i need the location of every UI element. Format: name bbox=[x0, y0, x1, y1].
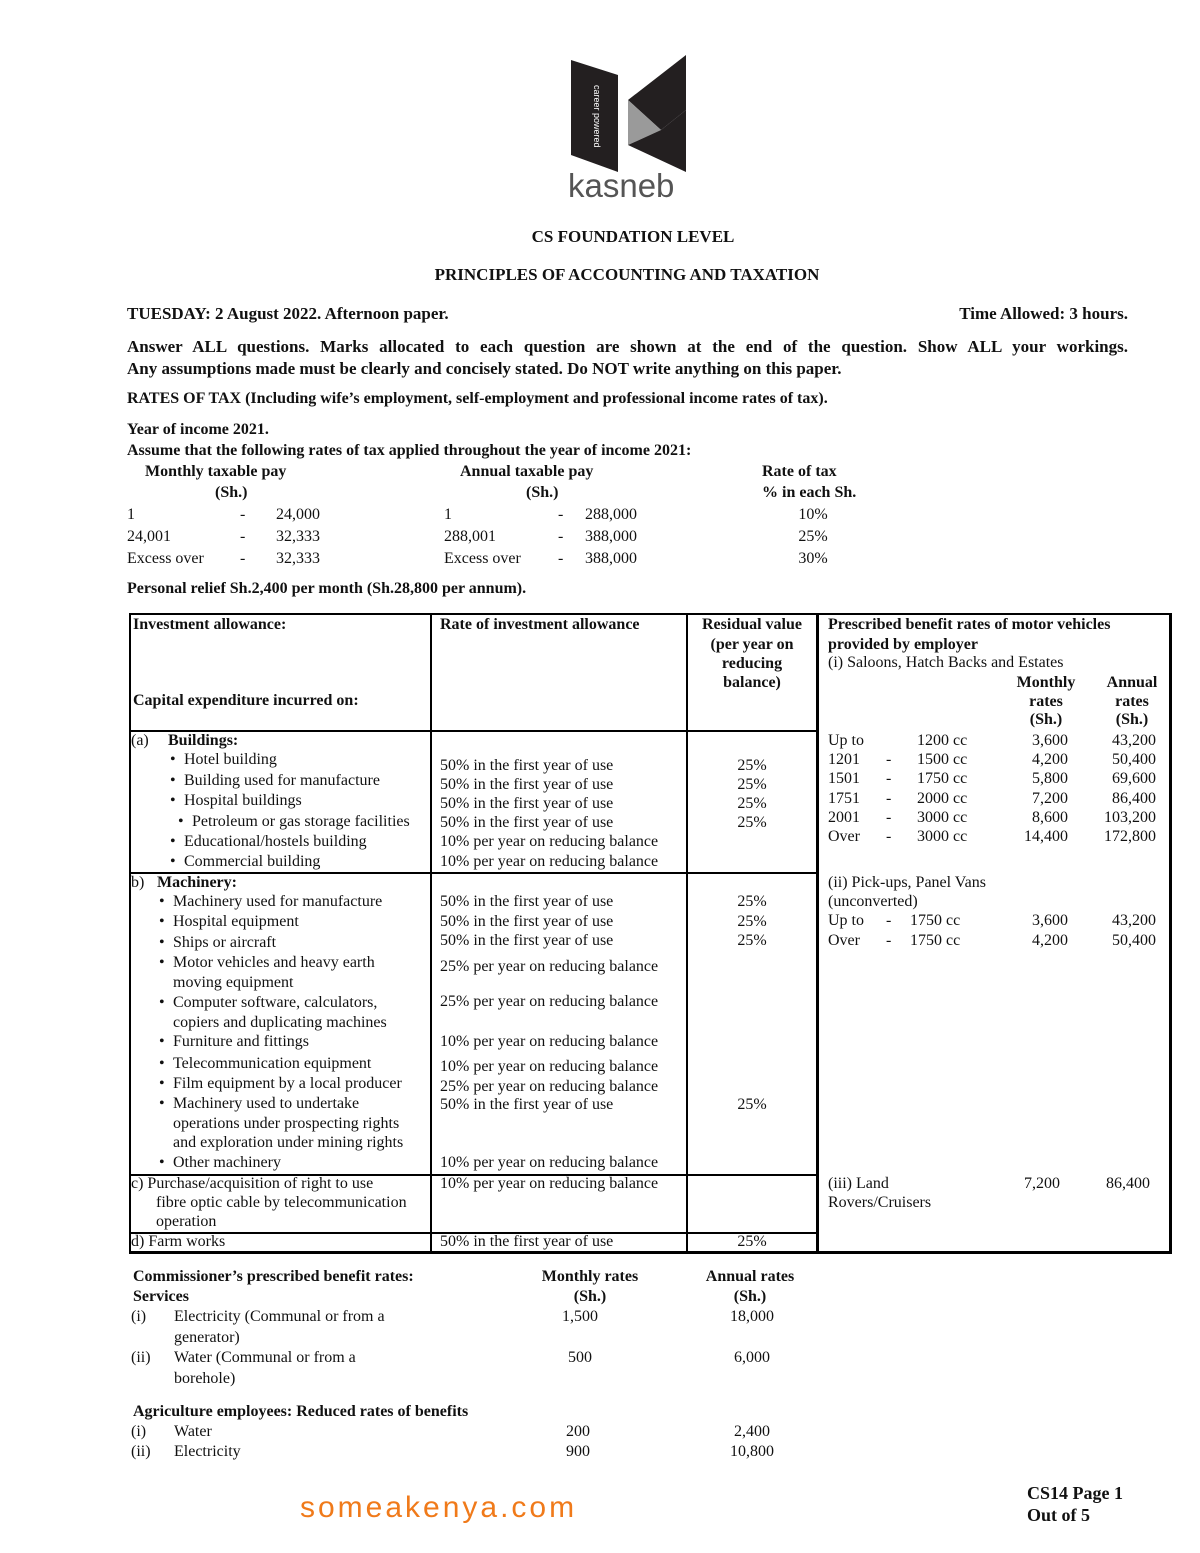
col-annual: Annual taxable pay bbox=[460, 463, 594, 480]
mv-cc-from: 1751 bbox=[828, 790, 860, 807]
machinery-item: • Computer software, calculators, bbox=[173, 994, 377, 1012]
instructions-line-1: Answer ALL questions. Marks allocated to each question are shown at the end of the question. Show ALL your workings. bbox=[127, 337, 1128, 356]
mv-monthly: 3,600 bbox=[1032, 912, 1068, 929]
section-c: fibre optic cable by telecommunication bbox=[156, 1194, 407, 1211]
section-label: b) bbox=[131, 874, 145, 891]
machinery-item: • Ships or aircraft bbox=[173, 934, 276, 952]
mv-pickups-title: (ii) Pick-ups, Panel Vans bbox=[828, 874, 986, 891]
machinery-item: • Telecommunication equipment bbox=[173, 1055, 371, 1073]
agri-num: (ii) bbox=[131, 1443, 151, 1460]
table-border-top bbox=[129, 613, 1172, 615]
annual-to: 388,000 bbox=[585, 550, 637, 567]
mv-cc-from: Up to bbox=[828, 912, 864, 929]
section-d-residual: 25% bbox=[737, 1233, 767, 1250]
page-count: Out of 5 bbox=[1027, 1505, 1090, 1525]
building-item: • Educational/hostels building bbox=[184, 833, 367, 851]
machinery-rate: 10% per year on reducing balance bbox=[440, 1033, 659, 1050]
mv-landrovers-monthly: 7,200 bbox=[1024, 1175, 1060, 1192]
machinery-item: • Other machinery bbox=[173, 1154, 281, 1172]
machinery-item: operations under prospecting rights bbox=[173, 1115, 400, 1132]
mv-landrovers-title: (iii) Land bbox=[828, 1175, 889, 1192]
annual-from: Excess over bbox=[444, 550, 521, 567]
building-residual: 25% bbox=[737, 776, 767, 793]
machinery-rate: 25% per year on reducing balance bbox=[440, 958, 659, 975]
dash: - bbox=[886, 912, 892, 929]
building-rate: 50% in the first year of use bbox=[440, 757, 614, 774]
ia-rate-heading: Rate of investment allowance bbox=[440, 616, 640, 633]
agri-monthly: 200 bbox=[566, 1423, 590, 1440]
residual-heading: Residual value bbox=[701, 616, 802, 633]
mv-annual: 103,200 bbox=[1104, 809, 1156, 826]
tax-rate: 10% bbox=[798, 506, 828, 523]
mv-monthly: 4,200 bbox=[1032, 932, 1068, 949]
section-label: (a) bbox=[131, 732, 149, 749]
dash: - bbox=[558, 550, 564, 567]
service-monthly: 500 bbox=[568, 1349, 592, 1366]
agri-annual: 2,400 bbox=[734, 1423, 770, 1440]
services-title: Commissioner’s prescribed benefit rates: bbox=[133, 1268, 414, 1285]
time-allowed: Time Allowed: 3 hours. bbox=[959, 304, 1128, 323]
service-annual: 18,000 bbox=[730, 1308, 774, 1325]
mv-cc-to: 1500 cc bbox=[917, 751, 968, 768]
services-monthly-heading: (Sh.) bbox=[573, 1288, 607, 1305]
machinery-item: and exploration under mining rights bbox=[173, 1134, 404, 1151]
mv-monthly-heading: (Sh.) bbox=[1029, 711, 1063, 728]
building-residual: 25% bbox=[737, 757, 767, 774]
machinery-rate: 50% in the first year of use bbox=[440, 893, 614, 910]
svg-text:career powered: career powered bbox=[592, 85, 602, 148]
mv-landrovers-title: Rovers/Cruisers bbox=[828, 1194, 932, 1211]
dash: - bbox=[558, 528, 564, 545]
service-label: Electricity (Communal or from a bbox=[174, 1308, 385, 1325]
section-title: Buildings: bbox=[168, 732, 239, 749]
mv-annual-heading: (Sh.) bbox=[1115, 711, 1149, 728]
machinery-residual: 25% bbox=[737, 913, 767, 930]
mv-monthly: 8,600 bbox=[1032, 809, 1068, 826]
mv-annual-heading: rates bbox=[1115, 693, 1149, 710]
col-monthly: Monthly taxable pay bbox=[145, 463, 287, 480]
mv-monthly-heading: rates bbox=[1029, 693, 1063, 710]
dash: - bbox=[886, 751, 892, 768]
building-item: • Commercial building bbox=[184, 853, 320, 871]
machinery-rate: 50% in the first year of use bbox=[440, 913, 614, 930]
building-item: • Petroleum or gas storage facilities bbox=[192, 813, 410, 831]
personal-relief: Personal relief Sh.2,400 per month (Sh.28,800 per annum). bbox=[127, 580, 527, 597]
machinery-item: • Furniture and fittings bbox=[173, 1033, 309, 1051]
machinery-item: • Machinery used for manufacture bbox=[173, 893, 382, 911]
dash: - bbox=[886, 932, 892, 949]
dash: - bbox=[886, 809, 892, 826]
table-border-bottom bbox=[129, 1251, 1172, 1254]
residual-heading: reducing bbox=[721, 655, 783, 672]
mv-landrovers-annual: 86,400 bbox=[1106, 1175, 1150, 1192]
machinery-rate: 50% in the first year of use bbox=[440, 932, 614, 949]
machinery-residual: 25% bbox=[737, 893, 767, 910]
exam-level: CS FOUNDATION LEVEL bbox=[531, 227, 735, 246]
mv-monthly: 3,600 bbox=[1032, 732, 1068, 749]
machinery-rate: 25% per year on reducing balance bbox=[440, 993, 659, 1010]
mv-heading: provided by employer bbox=[828, 636, 978, 653]
mv-pickups-title: (unconverted) bbox=[828, 893, 918, 910]
service-annual: 6,000 bbox=[734, 1349, 770, 1366]
tax-rate: 30% bbox=[798, 550, 828, 567]
col-divider bbox=[816, 613, 819, 1253]
services-sub: Services bbox=[133, 1288, 189, 1305]
mv-annual: 43,200 bbox=[1112, 912, 1156, 929]
dash: - bbox=[886, 828, 892, 845]
building-rate: 10% per year on reducing balance bbox=[440, 853, 659, 870]
agri-label: Water bbox=[174, 1423, 212, 1440]
dash: - bbox=[240, 528, 246, 545]
monthly-to: 32,333 bbox=[276, 550, 320, 567]
section-c: operation bbox=[156, 1213, 217, 1230]
mv-monthly-heading: Monthly bbox=[1016, 674, 1076, 691]
services-monthly-heading: Monthly rates bbox=[541, 1268, 639, 1285]
assume-text: Assume that the following rates of tax applied throughout the year of income 2021: bbox=[127, 442, 692, 459]
mv-annual: 43,200 bbox=[1112, 732, 1156, 749]
mv-cc-from: Over bbox=[828, 932, 860, 949]
agri-monthly: 900 bbox=[566, 1443, 590, 1460]
section-title: Machinery: bbox=[157, 874, 237, 891]
service-monthly: 1,500 bbox=[562, 1308, 598, 1325]
machinery-residual: 25% bbox=[737, 1096, 767, 1113]
annual-from: 1 bbox=[444, 506, 452, 523]
monthly-to: 32,333 bbox=[276, 528, 320, 545]
service-label: Water (Communal or from a bbox=[174, 1349, 356, 1366]
machinery-rate: 25% per year on reducing balance bbox=[440, 1078, 659, 1095]
mv-heading: Prescribed benefit rates of motor vehicles bbox=[828, 616, 1111, 633]
agri-label: Electricity bbox=[174, 1443, 241, 1460]
dash: - bbox=[240, 506, 246, 523]
mv-cc-to: 1750 cc bbox=[910, 912, 961, 929]
monthly-from: Excess over bbox=[127, 550, 204, 567]
machinery-item: • Film equipment by a local producer bbox=[173, 1075, 402, 1093]
mv-cc-to: 2000 cc bbox=[917, 790, 968, 807]
mv-cc-from: Up to bbox=[828, 732, 864, 749]
mv-cc-to: 1200 cc bbox=[917, 732, 968, 749]
mv-monthly: 4,200 bbox=[1032, 751, 1068, 768]
mv-monthly: 5,800 bbox=[1032, 770, 1068, 787]
dash: - bbox=[240, 550, 246, 567]
mv-saloons-title: (i) Saloons, Hatch Backs and Estates bbox=[828, 654, 1064, 671]
col-annual-unit: (Sh.) bbox=[526, 484, 559, 501]
service-label: borehole) bbox=[174, 1370, 236, 1387]
page-number: CS14 Page 1 bbox=[1027, 1483, 1123, 1503]
agri-num: (i) bbox=[131, 1423, 147, 1440]
mv-monthly: 14,400 bbox=[1024, 828, 1068, 845]
ia-subheading: Capital expenditure incurred on: bbox=[133, 692, 359, 709]
service-label: generator) bbox=[174, 1329, 240, 1346]
building-rate: 50% in the first year of use bbox=[440, 776, 614, 793]
col-rate-unit: % in each Sh. bbox=[762, 484, 857, 501]
col-rate: Rate of tax bbox=[762, 463, 837, 480]
machinery-item: moving equipment bbox=[173, 974, 294, 991]
annual-to: 388,000 bbox=[585, 528, 637, 545]
service-num: (ii) bbox=[131, 1349, 151, 1366]
machinery-item: • Hospital equipment bbox=[173, 913, 299, 931]
logo-text: kasneb bbox=[568, 167, 675, 204]
kasneb-logo bbox=[566, 55, 691, 205]
annual-from: 288,001 bbox=[444, 528, 496, 545]
dash: - bbox=[558, 506, 564, 523]
watermark: someakenya.com bbox=[300, 1491, 578, 1524]
section-d-rate: 50% in the first year of use bbox=[440, 1233, 614, 1250]
table-border-left bbox=[129, 613, 131, 1253]
building-item: • Hotel building bbox=[184, 751, 277, 769]
building-residual: 25% bbox=[737, 795, 767, 812]
mv-cc-from: 1201 bbox=[828, 751, 860, 768]
dash: - bbox=[886, 790, 892, 807]
instructions-line-2: Any assumptions made must be clearly and concisely stated. Do NOT write anything on this paper. bbox=[127, 359, 842, 378]
logo-mark-icon bbox=[566, 55, 691, 175]
section-d: d) Farm works bbox=[131, 1233, 226, 1250]
mv-annual: 86,400 bbox=[1112, 790, 1156, 807]
mv-cc-to: 3000 cc bbox=[917, 828, 968, 845]
mv-annual: 50,400 bbox=[1112, 751, 1156, 768]
mv-annual: 172,800 bbox=[1104, 828, 1156, 845]
building-rate: 10% per year on reducing balance bbox=[440, 833, 659, 850]
machinery-item: copiers and duplicating machines bbox=[173, 1014, 387, 1031]
exam-date: TUESDAY: 2 August 2022. Afternoon paper. bbox=[127, 304, 449, 323]
building-rate: 50% in the first year of use bbox=[440, 795, 614, 812]
machinery-rate: 50% in the first year of use bbox=[440, 1096, 614, 1113]
machinery-item: • Machinery used to undertake bbox=[173, 1095, 359, 1113]
building-item: • Hospital buildings bbox=[184, 792, 302, 810]
building-residual: 25% bbox=[737, 814, 767, 831]
col-divider bbox=[430, 613, 432, 1253]
services-annual-heading: (Sh.) bbox=[733, 1288, 767, 1305]
year-of-income: Year of income 2021. bbox=[127, 421, 269, 438]
residual-heading: (per year on bbox=[710, 636, 794, 653]
ia-heading: Investment allowance: bbox=[133, 616, 287, 633]
dash: - bbox=[886, 770, 892, 787]
machinery-item: • Motor vehicles and heavy earth bbox=[173, 954, 375, 972]
services-annual-heading: Annual rates bbox=[705, 1268, 795, 1285]
agri-annual: 10,800 bbox=[730, 1443, 774, 1460]
mv-cc-to: 1750 cc bbox=[910, 932, 961, 949]
monthly-to: 24,000 bbox=[276, 506, 320, 523]
mv-annual: 50,400 bbox=[1112, 932, 1156, 949]
residual-heading: balance) bbox=[723, 674, 781, 691]
paper-title: PRINCIPLES OF ACCOUNTING AND TAXATION bbox=[434, 265, 820, 284]
mv-annual: 69,600 bbox=[1112, 770, 1156, 787]
rates-heading: RATES OF TAX (Including wife’s employment, self-employment and professional income rates of tax). bbox=[127, 390, 828, 407]
mv-cc-to: 1750 cc bbox=[917, 770, 968, 787]
monthly-from: 1 bbox=[127, 506, 135, 523]
mv-monthly: 7,200 bbox=[1032, 790, 1068, 807]
mv-cc-to: 3000 cc bbox=[917, 809, 968, 826]
section-c-rate: 10% per year on reducing balance bbox=[440, 1175, 659, 1192]
monthly-from: 24,001 bbox=[127, 528, 171, 545]
mv-cc-from: Over bbox=[828, 828, 860, 845]
mv-cc-from: 2001 bbox=[828, 809, 860, 826]
machinery-rate: 10% per year on reducing balance bbox=[440, 1058, 659, 1075]
agri-title: Agriculture employees: Reduced rates of benefits bbox=[133, 1403, 469, 1420]
section-c: c) Purchase/acquisition of right to use bbox=[131, 1175, 374, 1192]
col-monthly-unit: (Sh.) bbox=[215, 484, 248, 501]
building-rate: 50% in the first year of use bbox=[440, 814, 614, 831]
machinery-residual: 25% bbox=[737, 932, 767, 949]
mv-annual-heading: Annual bbox=[1106, 674, 1158, 691]
tax-rate: 25% bbox=[798, 528, 828, 545]
service-num: (i) bbox=[131, 1308, 147, 1325]
machinery-rate: 10% per year on reducing balance bbox=[440, 1154, 659, 1171]
mv-cc-from: 1501 bbox=[828, 770, 860, 787]
building-item: • Building used for manufacture bbox=[184, 772, 380, 790]
annual-to: 288,000 bbox=[585, 506, 637, 523]
